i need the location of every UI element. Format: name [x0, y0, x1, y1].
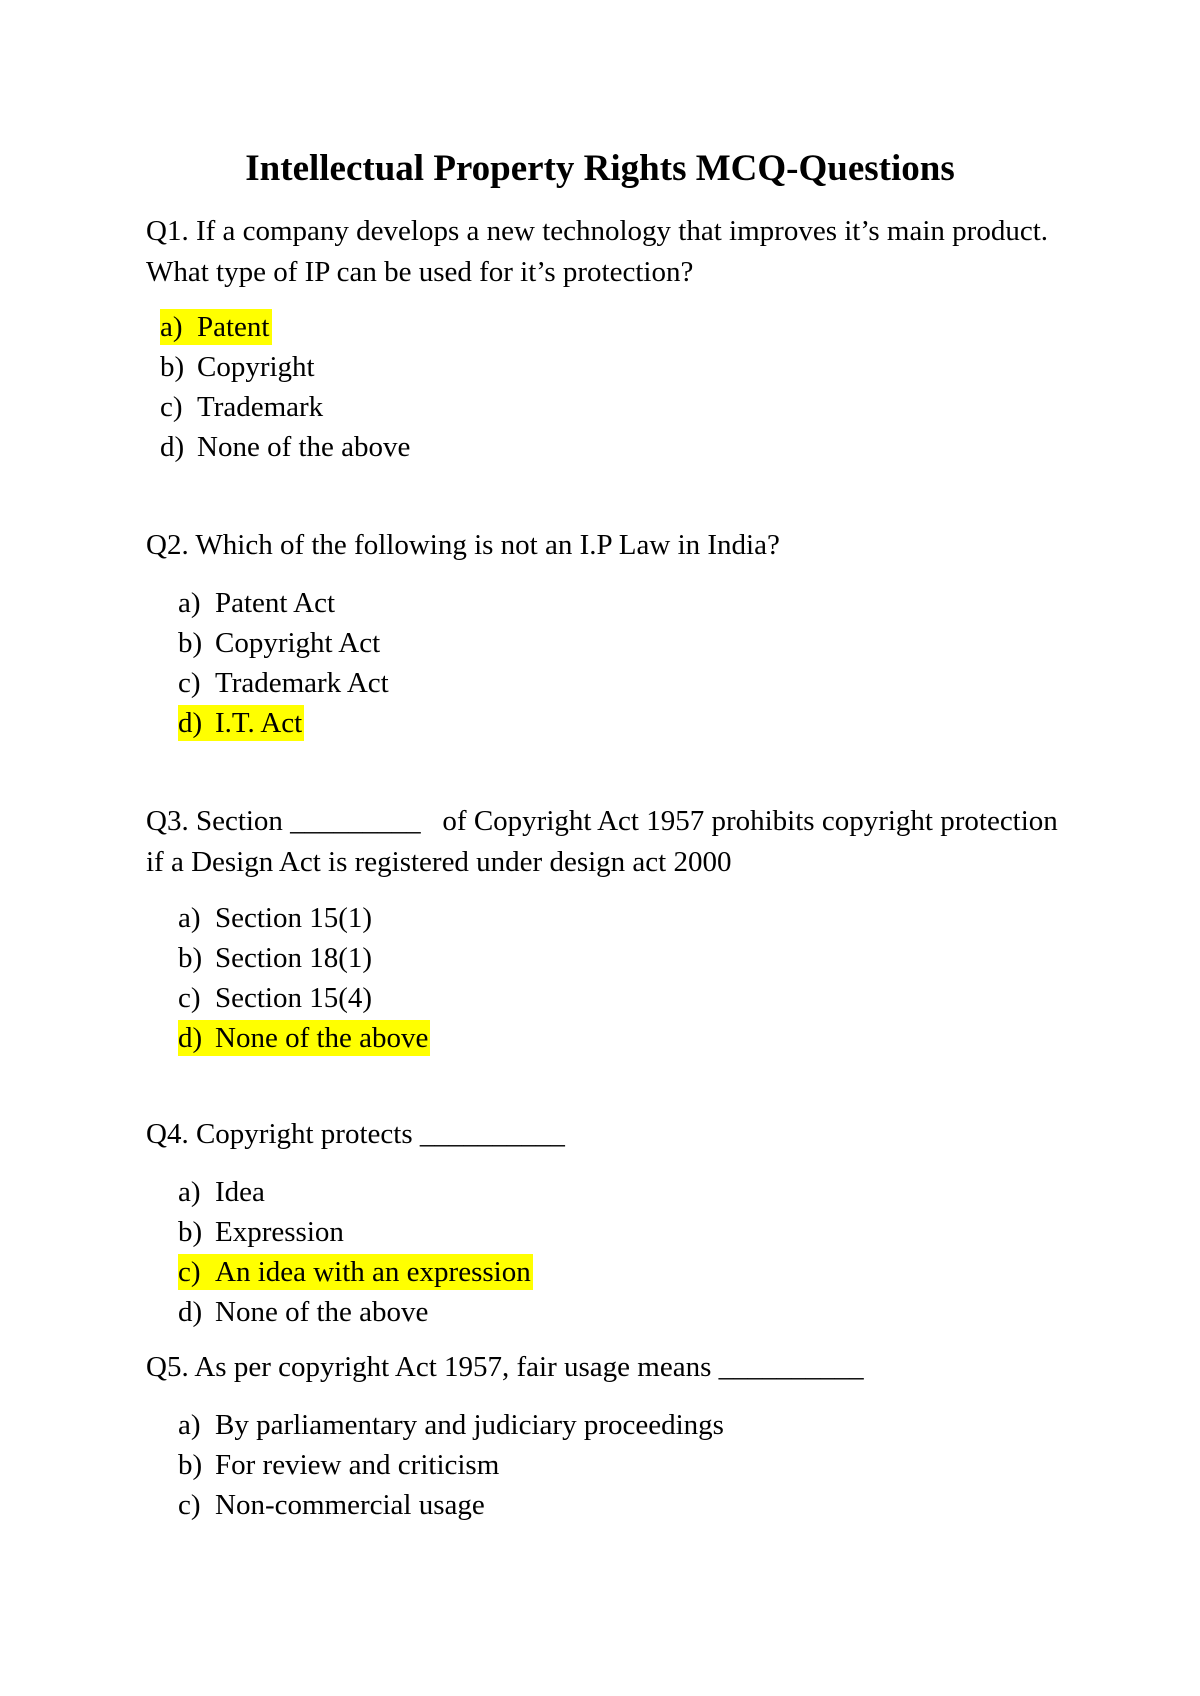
option-list-item: [178, 663, 391, 703]
option-letter: c): [178, 1256, 201, 1288]
option-label: Expression: [215, 1216, 344, 1248]
question-5-options: [178, 1405, 726, 1525]
option-list-item: [160, 387, 412, 427]
option-label: Section 18(1): [215, 942, 373, 974]
question-1-options: [160, 307, 412, 467]
option-letter: a): [178, 902, 201, 934]
option-label: None of the above: [215, 1296, 429, 1328]
option-list-item: [178, 1405, 726, 1445]
option-letter: a): [178, 1176, 201, 1208]
option-label: By parliamentary and judiciary proceedings: [215, 1409, 724, 1441]
option-list-item: [160, 347, 412, 387]
option-label: Copyright: [197, 351, 315, 383]
option-label: Patent Act: [215, 587, 336, 619]
option-label: None of the above: [197, 431, 411, 463]
option-letter: b): [160, 351, 185, 383]
page-title: Intellectual Property Rights MCQ-Questions: [245, 148, 955, 189]
option-letter: c): [160, 391, 183, 423]
option-label: Copyright Act: [215, 627, 381, 659]
option-label: None of the above: [215, 1022, 429, 1054]
option-list-item-highlighted: [178, 703, 391, 743]
option-label: For review and criticism: [215, 1449, 500, 1481]
question-2-options: [178, 583, 391, 743]
option-letter: d): [178, 1296, 203, 1328]
option-list-item: [178, 1485, 726, 1525]
option-label: Patent: [197, 311, 270, 343]
question-3-options: [178, 898, 430, 1058]
option-list-item: [178, 938, 430, 978]
option-letter: c): [178, 982, 201, 1014]
option-letter: d): [160, 431, 185, 463]
option-label: I.T. Act: [215, 707, 303, 739]
option-label: Trademark Act: [215, 667, 389, 699]
option-list-item-highlighted: [160, 307, 412, 347]
question-2-text: Q2. Which of the following is not an I.P Law in India?: [146, 529, 780, 561]
option-letter: c): [178, 1489, 201, 1521]
question-1-text: Q1. If a company develops a new technology that improves it’s main product. What type of IP can be used for it’s protection?: [146, 215, 1049, 288]
option-letter: a): [178, 1409, 201, 1441]
option-list-item-highlighted: [178, 1252, 533, 1292]
option-letter: b): [178, 1216, 203, 1248]
option-letter: a): [160, 311, 183, 343]
option-list-item: [178, 583, 391, 623]
option-list-item-highlighted: [178, 1018, 430, 1058]
option-letter: d): [178, 707, 203, 739]
option-label: Section 15(1): [215, 902, 373, 934]
question-4-options: [178, 1172, 533, 1332]
option-letter: b): [178, 1449, 203, 1481]
option-list-item: [160, 427, 412, 467]
option-list-item: [178, 1212, 533, 1252]
option-label: Idea: [215, 1176, 265, 1208]
option-letter: b): [178, 942, 203, 974]
option-list-item: [178, 623, 391, 663]
option-list-item: [178, 1172, 533, 1212]
option-list-item: [178, 1445, 726, 1485]
option-label: Non-commercial usage: [215, 1489, 485, 1521]
option-label: Section 15(4): [215, 982, 373, 1014]
option-list-item: [178, 978, 430, 1018]
question-5-text: Q5. As per copyright Act 1957, fair usage means __________: [146, 1351, 864, 1383]
option-letter: a): [178, 587, 201, 619]
option-label: Trademark: [197, 391, 324, 423]
question-3-text: Q3. Section _________ of Copyright Act 1957 prohibits copyright protection if a Design Act is registered under design act 2000: [146, 805, 1066, 878]
option-label: An idea with an expression: [215, 1256, 531, 1288]
question-4-text: Q4. Copyright protects __________: [146, 1118, 565, 1150]
option-list-item: [178, 1292, 533, 1332]
option-letter: c): [178, 667, 201, 699]
option-letter: b): [178, 627, 203, 659]
option-letter: d): [178, 1022, 203, 1054]
option-list-item: [178, 898, 430, 938]
